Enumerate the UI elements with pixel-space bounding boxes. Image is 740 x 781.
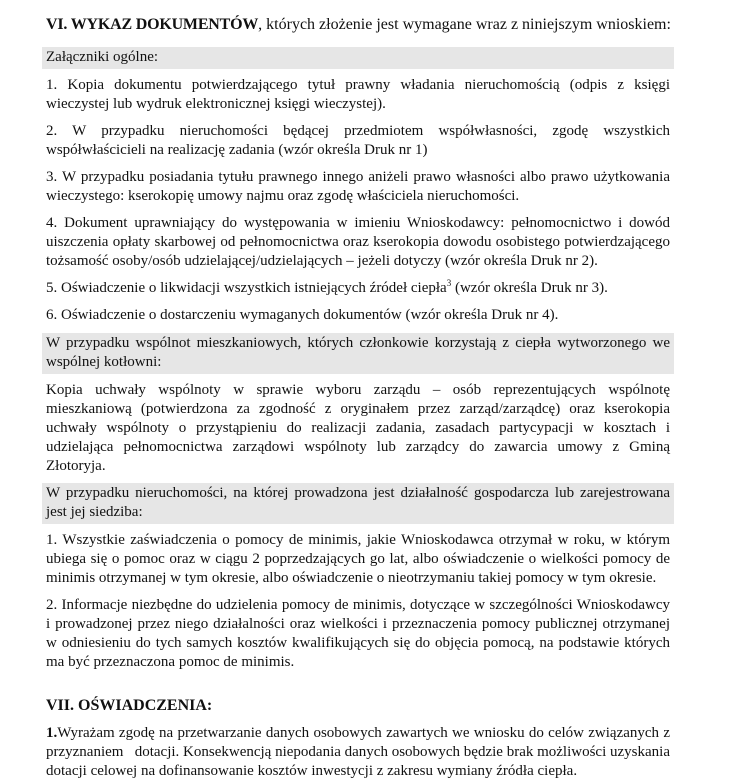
document-page — [42, 0, 674, 781]
business-item-1: 1. Wszystkie zaświadczenia o pomocy de minimis, jakie Wnioskodawca otrzymał w roku, w którym ubiega się o pomoc oraz w ciągu 2 poprzedzających go lat, albo oświadczenie o wielkości pomocy de minimis otrzymanej w tym okresie, albo oświadczenie o nieotrzymaniu takiej pomocy w tym okresie. — [46, 532, 670, 586]
general-item-5-text: 5. Oświadczenie o likwidacji wszystkich istniejących źródeł ciepła — [46, 280, 447, 296]
section-vi-title-rest: , których złożenie jest wymagane wraz z niniejszym wnioskiem: — [258, 16, 671, 33]
general-item-4: 4. Dokument uprawniający do występowania w imieniu Wnioskodawcy: pełnomocnictwo i dowód uiszczenia opłaty skarbowej od pełnomocnictwa oraz kserokopia dowodu osobistego potwierdzającego tożsamość osoby/osób udzielającej/udzielających – jeżeli dotyczy (wzór określa Druk nr 2). — [46, 215, 670, 269]
statement-1-number: 1. — [46, 725, 58, 741]
statement-1-text: Wyrażam zgodę na przetwarzanie danych osobowych zawartych we wniosku do celów związanych z przyznaniem dotacji. Konsekwencją niepodania danych osobowych będzie brak możliwości uzyskania dotacji celowej na dofinansowanie kosztów inwestycji z zakresu wymiany źródła ciepła. — [46, 725, 674, 779]
section-vi-title-bold: VI. WYKAZ DOKUMENTÓW — [46, 16, 259, 33]
general-item-5 — [42, 279, 674, 298]
general-item-2: 2. W przypadku nieruchomości będącej przedmiotem współwłasności, zgodę wszystkich współwłaścicieli na realizację zadania (wzór określa Druk nr 1) — [46, 123, 670, 158]
business-item-2: 2. Informacje niezbędne do udzielenia pomocy de minimis, dotyczące w szczególności Wnioskodawcy i prowadzonej przez niego działalności oraz wielkości i przeznaczenia pomocy publicznej otrzymanej w odniesieniu do tych samych kosztów kwalifikujących się do objęcia pomocą, na podstawie których ma być przeznaczona pomoc de minimis. — [46, 597, 670, 670]
section-vii-title: VII. OŚWIADCZENIA: — [46, 697, 213, 714]
general-item-1: 1. Kopia dokumentu potwierdzającego tytuł prawny władania nieruchomością (odpis z księgi wieczystej lub wydruk elektronicznej księgi wieczystej). — [46, 77, 670, 112]
general-item-3: 3. W przypadku posiadania tytułu prawnego innego aniżeli prawo własności albo prawo użytkowania wieczystego: kserokopię umowy najmu oraz zgodę właściciela nieruchomości. — [46, 169, 670, 204]
business-header: W przypadku nieruchomości, na której prowadzona jest działalność gospodarcza lub zarejestrowana jest jej siedziba: — [42, 483, 674, 524]
statement-1 — [42, 724, 674, 781]
general-item-5-text-after: (wzór określa Druk nr 3). — [451, 280, 608, 296]
community-header: W przypadku wspólnot mieszkaniowych, których członkowie korzystają z ciepła wytworzonego we wspólnej kotłowni: — [42, 333, 674, 374]
community-text: Kopia uchwały wspólnoty w sprawie wyboru zarządu – osób reprezentujących wspólnotę mieszkaniową (potwierdzona za zgodność z oryginałem przez zarząd/zarządcę) oraz kserokopia uchwały wspólnoty o przystąpieniu do realizacji zadania, zasadach partycypacji w kosztach i udzielająca pełnomocnictwa zarządowi wspólnoty lub zarządcy do zawarcia umowy z Gminą Złotoryja. — [46, 382, 670, 474]
section-vi-title — [46, 15, 674, 35]
general-item-6: 6. Oświadczenie o dostarczeniu wymaganych dokumentów (wzór określa Druk nr 4). — [46, 307, 559, 323]
footnote-ref: 3 — [446, 278, 452, 288]
general-attachments-header: Załączniki ogólne: — [42, 47, 674, 69]
